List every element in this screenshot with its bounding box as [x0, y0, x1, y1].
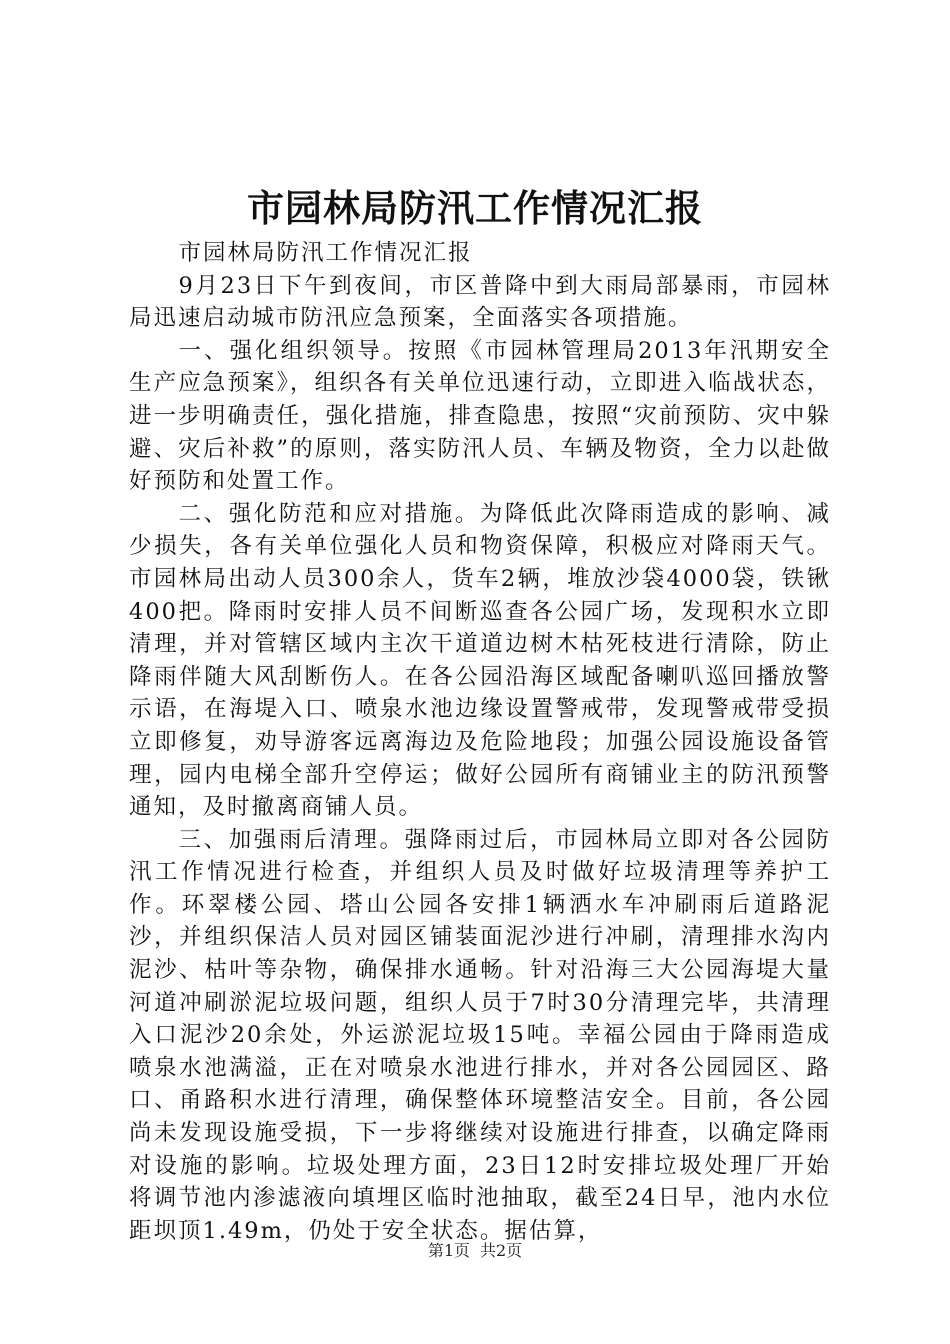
paragraph-section-3: 三、加强雨后清理。强降雨过后，市园林局立即对各公园防汛工作情况进行检查，并组织人员及时做好垃圾清理等养护工作。环翠楼公园、塔山公园各安排1辆洒水车冲刷雨后道路泥沙，并组织保洁人员对园区铺装面泥沙进行冲刷，清理排水沟内泥沙、枯叶等杂物，确保排水通畅。针对沿海三大公园海堤大量河道冲刷淤泥垃圾问题，组织人员于7时30分清理完毕，共清理入口泥沙20余处，外运淤泥垃圾15吨。幸福公园由于降雨造成喷泉水池满溢，正在对喷泉水池进行排水，并对各公园园区、路口、甬路积水进行清理，确保整体环境整洁安全。目前，各公园尚未发现设施受损，下一步将继续对设施进行排查，以确定降雨对设施的影响。垃圾处理方面，23日12时安排垃圾处理厂开始将调节池内渗滤液向填埋区临时池抽取，截至24日早，池内水位距坝顶1.49m，仍处于安全状态。据估算， [129, 826, 831, 1244]
document-subtitle: 市园林局防汛工作情况汇报 [178, 240, 473, 266]
paragraph-section-2: 二、强化防范和应对措施。为降低此次降雨造成的影响、减少损失，各有关单位强化人员和物资保障，积极应对降雨天气。市园林局出动人员300余人，货车2辆，堆放沙袋4000袋，铁锹400把。降雨时安排人员不间断巡查各公园广场，发现积水立即清理，并对管辖区域内主次干道道边树木枯死枝进行清除，防止降雨伴随大风刮断伤人。在各公园沿海区域配备喇叭巡回播放警示语，在海堤入口、喷泉水池边缘设置警戒带，发现警戒带受损立即修复，劝导游客远离海边及危险地段；加强公园设施设备管理，园内电梯全部升空停运；做好公园所有商铺业主的防汛预警通知，及时撤离商铺人员。 [129, 500, 831, 821]
page-number: 第1页 [427, 1241, 470, 1260]
paragraph-section-1: 一、强化组织领导。按照《市园林管理局2013年汛期安全生产应急预案》，组织各有关单位迅速行动，立即进入临战状态，进一步明确责任，强化措施，排查隐患，按照“灾前预防、灾中躲避、灾后补救”的原则，落实防汛人员、车辆及物资，全力以赴做好预防和处置工作。 [129, 337, 831, 495]
page-total: 共2页 [480, 1241, 523, 1260]
paragraph-intro: 9月23日下午到夜间，市区普降中到大雨局部暴雨，市园林局迅速启动城市防汛应急预案，全面落实各项措施。 [129, 272, 831, 332]
document-title: 市园林局防汛工作情况汇报 [247, 186, 703, 230]
document-body [129, 237, 831, 1247]
page-footer [0, 1240, 950, 1262]
